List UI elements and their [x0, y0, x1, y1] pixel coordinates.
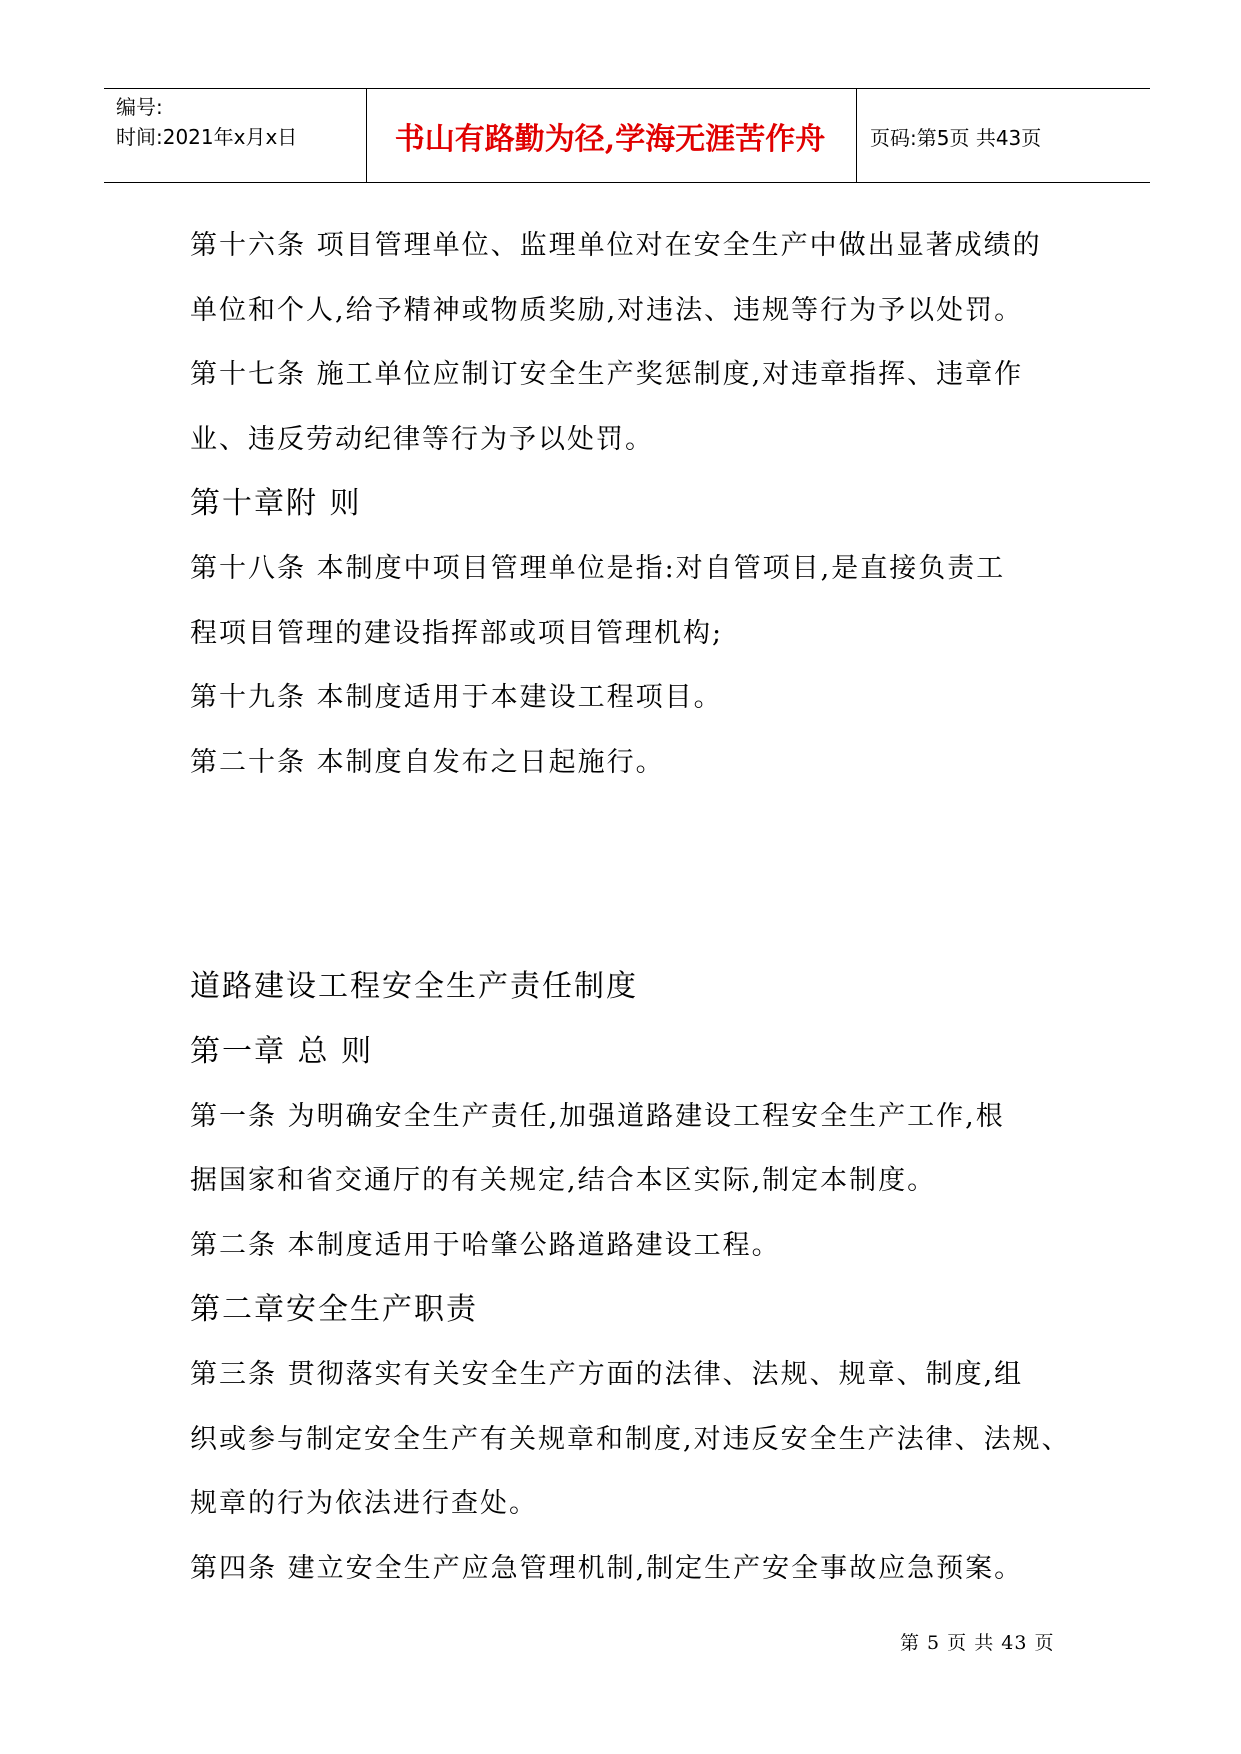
header-bottom-rule — [104, 182, 1150, 183]
header-left-cell — [116, 92, 297, 152]
chapter-heading: 第二章安全生产职责 — [190, 1292, 478, 1328]
header-top-rule — [104, 88, 1150, 89]
paragraph-line: 第十八条 本制度中项目管理单位是指:对自管项目,是直接负责工 — [190, 552, 1006, 584]
paragraph-line: 第二十条 本制度自发布之日起施行。 — [190, 746, 665, 778]
header-divider-right — [856, 88, 857, 182]
paragraph-line: 单位和个人,给予精神或物质奖励,对违法、违规等行为予以处罚。 — [190, 294, 1024, 326]
document-body — [190, 214, 1071, 1601]
paragraph-line: 织或参与制定安全生产有关规章和制度,对违反安全生产法律、法规、 — [190, 1423, 1071, 1455]
paragraph-line: 第一条 为明确安全生产责任,加强道路建设工程安全生产工作,根 — [190, 1100, 1005, 1132]
document-title: 道路建设工程安全生产责任制度 — [190, 969, 638, 1005]
paragraph-line: 据国家和省交通厅的有关规定,结合本区实际,制定本制度。 — [190, 1165, 937, 1197]
paragraph-line: 程项目管理的建设指挥部或项目管理机构; — [190, 617, 724, 649]
document-time-label: 时间:2021年x月x日 — [116, 125, 298, 149]
paragraph-line: 业、违反劳动纪律等行为予以处罚。 — [190, 423, 654, 455]
paragraph-line: 第四条 建立安全生产应急管理机制,制定生产安全事故应急预案。 — [190, 1552, 1024, 1584]
paragraph-line: 第二条 本制度适用于哈肇公路道路建设工程。 — [190, 1229, 781, 1261]
header-divider-left — [366, 88, 367, 182]
paragraph-line: 第三条 贯彻落实有关安全生产方面的法律、法规、规章、制度,组 — [190, 1358, 1024, 1390]
paragraph-line: 规章的行为依法进行查处。 — [190, 1488, 538, 1520]
paragraph-line: 第十七条 施工单位应制订安全生产奖惩制度,对违章指挥、违章作 — [190, 359, 1024, 391]
header-motto: 书山有路勤为径,学海无涯苦作舟 — [394, 122, 826, 157]
chapter-heading: 第十章附 则 — [190, 486, 362, 522]
section-gap — [190, 795, 1060, 955]
header-page-label: 页码:第5页 共43页 — [870, 126, 1042, 150]
document-number-label: 编号: — [116, 95, 163, 119]
paragraph-line: 第十九条 本制度适用于本建设工程项目。 — [190, 682, 723, 714]
chapter-heading: 第一章 总 则 — [190, 1033, 374, 1069]
paragraph-line: 第十六条 项目管理单位、监理单位对在安全生产中做出显著成绩的 — [190, 230, 1042, 261]
page-footer: 第 5 页 共 43 页 — [900, 1632, 1055, 1654]
